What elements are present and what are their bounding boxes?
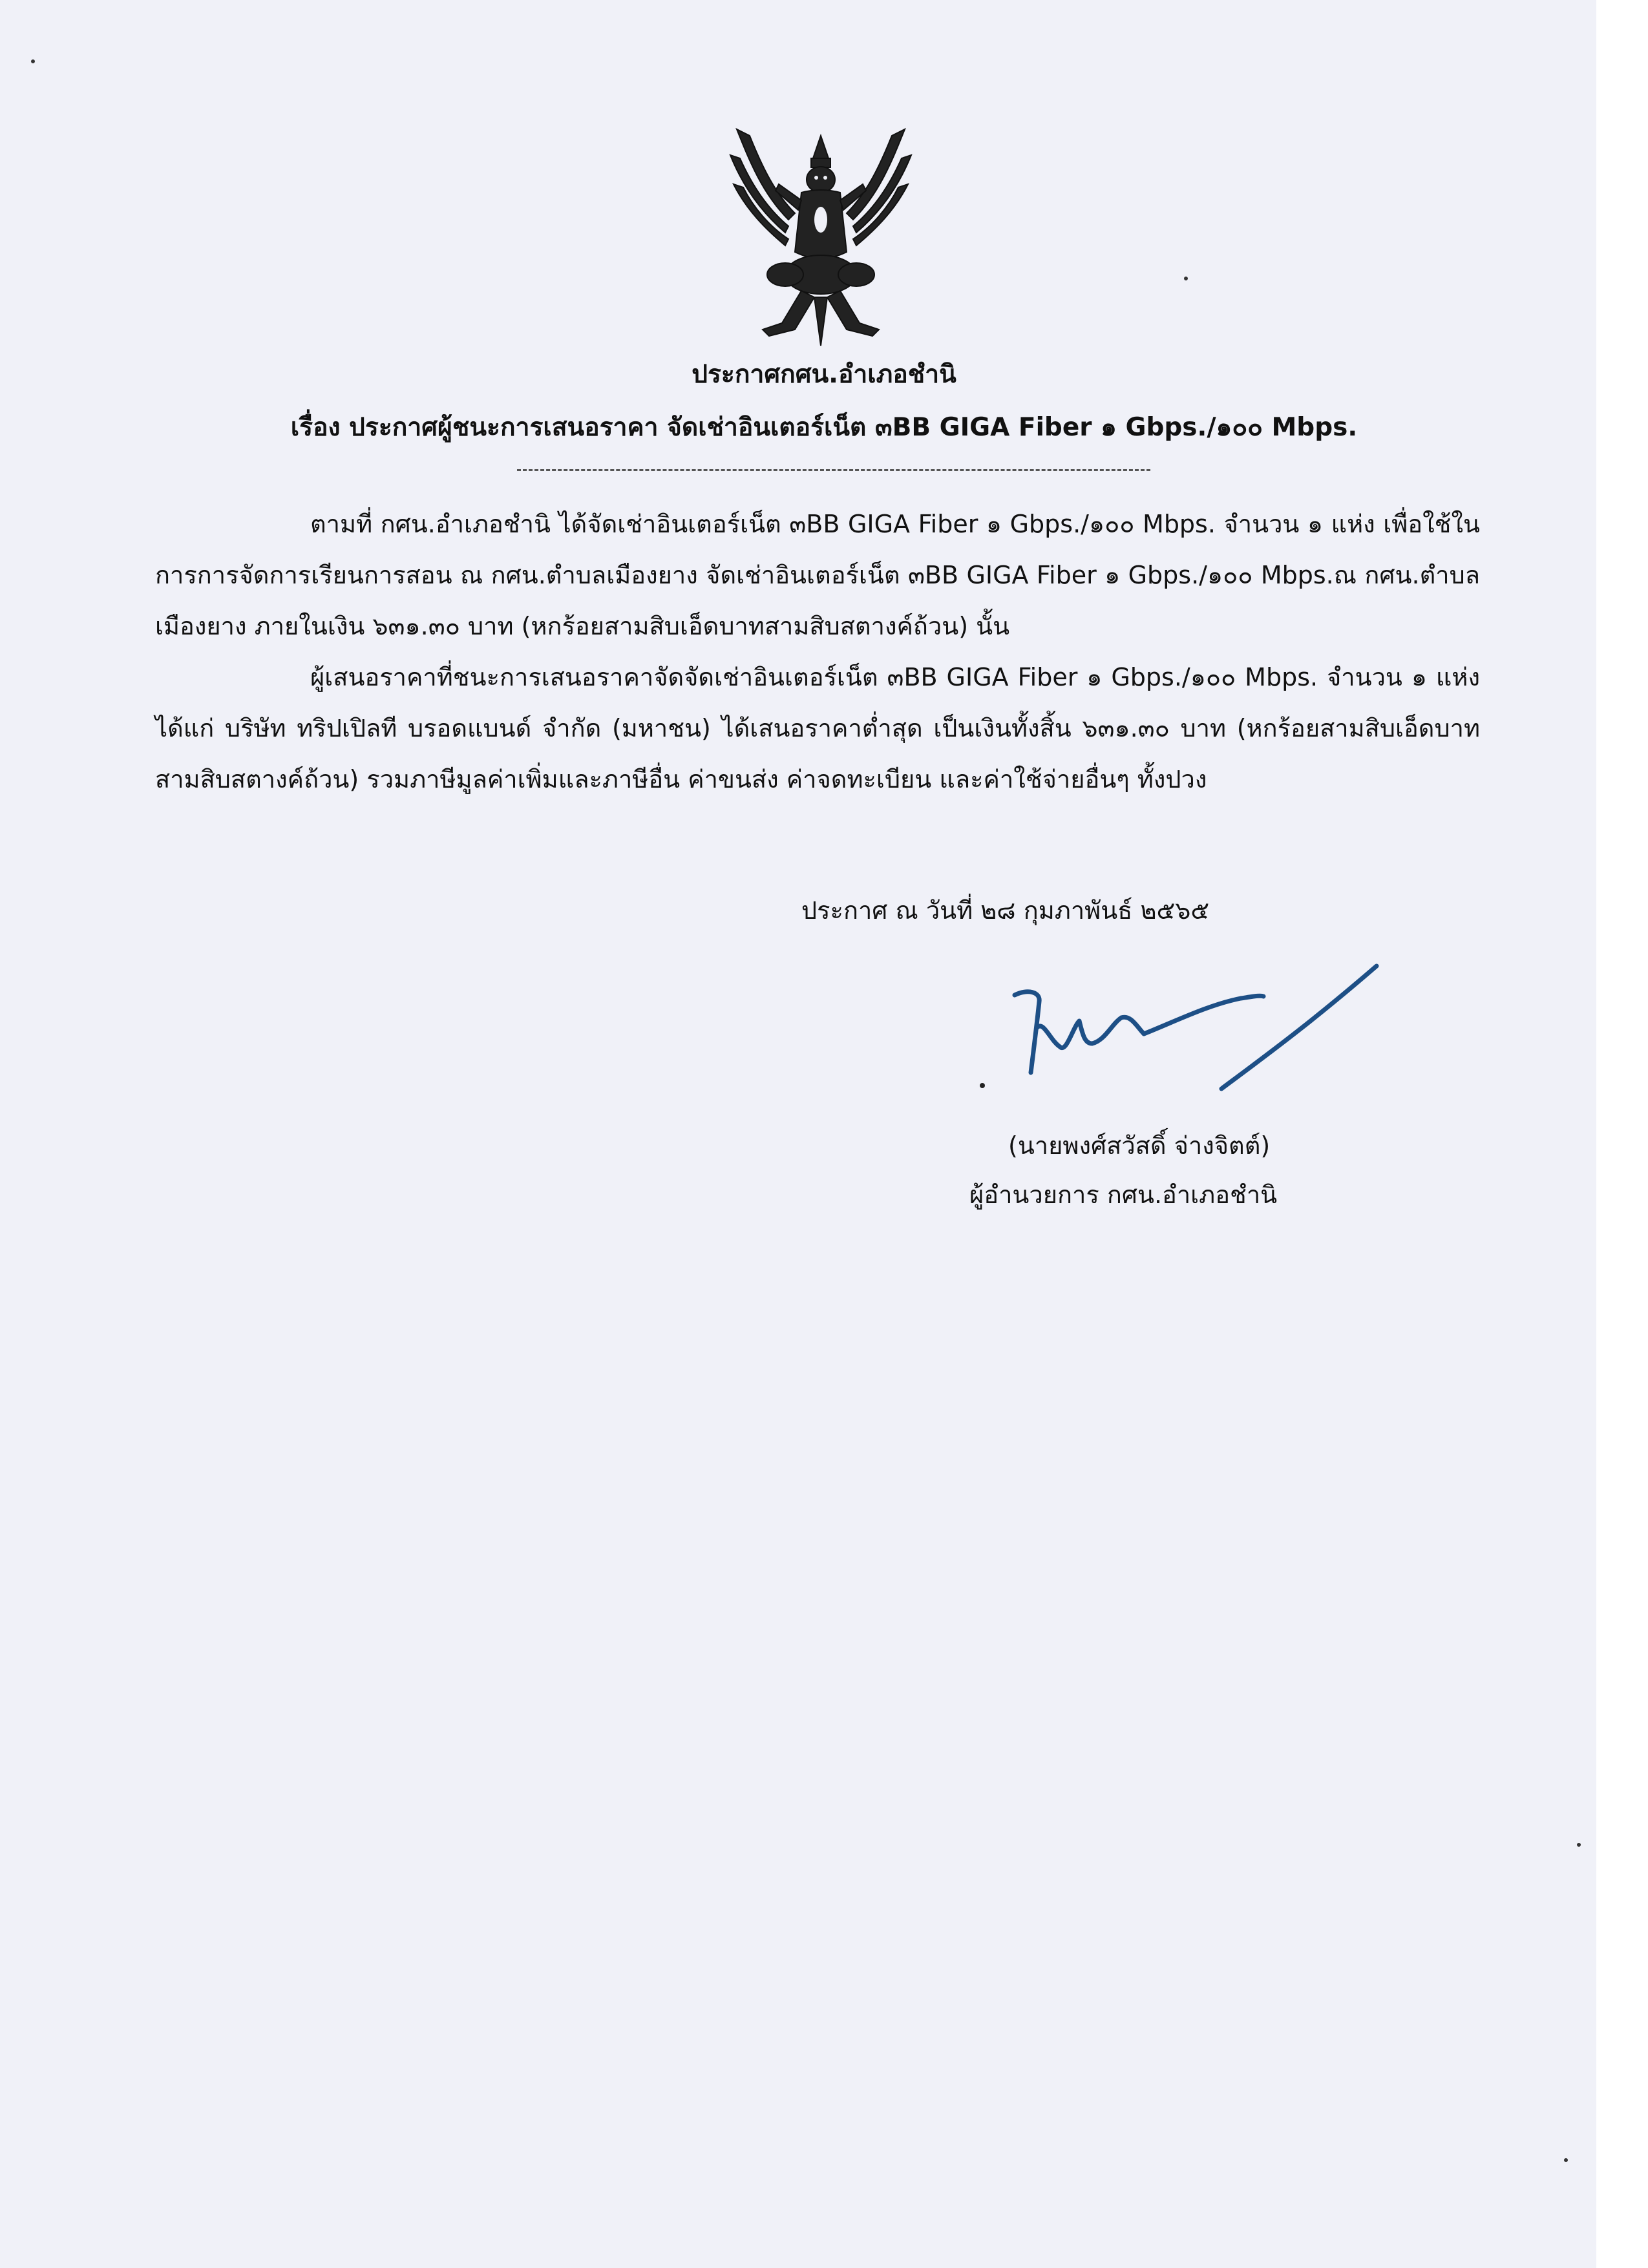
scan-speck xyxy=(1184,277,1188,280)
body-paragraph-1: ตามที่ กศน.อำเภอชำนิ ได้จัดเช่าอินเตอร์เน็ต ๓BB GIGA Fiber ๑ Gbps./๑๐๐ Mbps. จำนวน ๑ แห่ง เพื่อใช้ในการการจัดการเรียนการสอน ณ กศน.ตำบลเมืองยาง จัดเช่าอินเตอร์เน็ต ๓BB GIGA Fiber ๑ Gbps./๑๐๐ Mbps.ณ กศน.ตำบลเมืองยาง ภายในเงิน ๖๓๑.๓๐ บาท (หกร้อยสามสิบเอ็ดบาทสามสิบสตางค์ถ้วน) นั้น xyxy=(155,510,1480,640)
body-paragraph-2: ผู้เสนอราคาที่ชนะการเสนอราคาจัดจัดเช่าอินเตอร์เน็ต ๓BB GIGA Fiber ๑ Gbps./๑๐๐ Mbps. จำนวน ๑ แห่ง ได้แก่ บริษัท ทริปเปิลที บรอดแบนด์ จำกัด (มหาชน) ได้เสนอราคาต่ำสุด เป็นเงินทั้งสิ้น ๖๓๑.๓๐ บาท (หกร้อยสามสิบเอ็ดบาทสามสิบสตางค์ถ้วน) รวมภาษีมูลค่าเพิ่มและภาษีอื่น ค่าขนส่ง ค่าจดทะเบียน และค่าใช้จ่ายอื่นๆ ทั้งปวง xyxy=(155,663,1480,793)
announcement-date: ประกาศ ณ วันที่ ๒๘ กุมภาพันธ์ ๒๕๖๕ xyxy=(801,896,1210,925)
signature-image xyxy=(969,950,1383,1111)
announcement-subject: เรื่อง ประกาศผู้ชนะการเสนอราคา จัดเช่าอินเตอร์เน็ต ๓BB GIGA Fiber ๑ Gbps./๑๐๐ Mbps. xyxy=(290,413,1358,442)
scan-speck xyxy=(31,59,35,63)
scan-speck xyxy=(1564,2158,1568,2162)
announcement-body xyxy=(155,499,1480,805)
signer-title: ผู้อำนวยการ กศน.อำเภอชำนิ xyxy=(969,1181,1278,1209)
divider-line xyxy=(517,469,1150,471)
garuda-emblem-icon xyxy=(724,123,918,355)
announcement-title: ประกาศกศน.อำเภอชำนิ xyxy=(692,360,956,389)
signer-name: (นายพงศ์สวัสดิ์ จ่างจิตต์) xyxy=(1008,1131,1271,1160)
scan-speck xyxy=(1577,1843,1581,1847)
scan-margin xyxy=(1596,0,1648,2268)
